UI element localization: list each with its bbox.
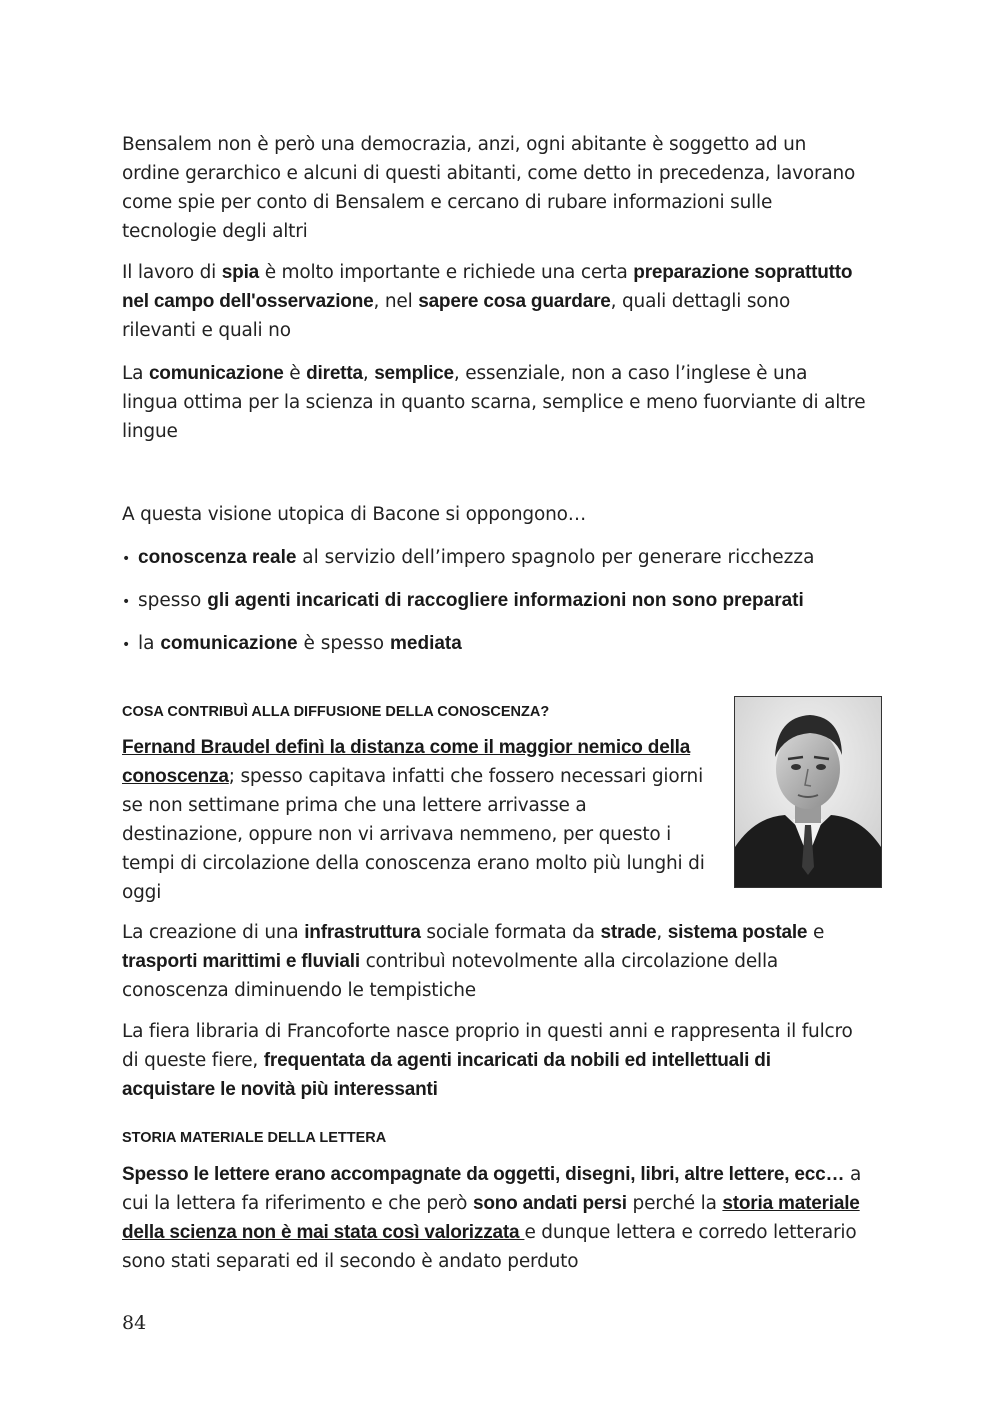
text: , quali dettagli sono rilevanti e quali no <box>122 291 791 341</box>
bold-text: sono andati persi <box>472 1193 627 1214</box>
list-item <box>122 586 804 617</box>
bold-text: spia <box>221 262 260 283</box>
bullet-icon: • <box>122 551 131 567</box>
bold-text: comunicazione <box>160 633 298 654</box>
bullet-icon: • <box>122 594 131 610</box>
bold-text: strade <box>600 922 657 943</box>
text: è <box>283 363 307 384</box>
text: , nel <box>373 291 419 312</box>
bold-text: gli agenti incaricati di raccogliere informazioni non sono preparati <box>207 590 804 611</box>
text: , <box>656 922 668 943</box>
text: La fiera libraria di Francoforte nasce proprio in questi anni e rappresenta il fulcro di queste fiere, <box>122 1021 853 1071</box>
text: contribuì notevolmente alla circolazione della conoscenza diminuendo le tempistiche <box>122 951 779 1001</box>
bold-text: mediata <box>390 633 462 654</box>
text: La <box>122 363 149 384</box>
paragraph-comunicazione <box>122 359 867 446</box>
bold-text: diretta <box>306 363 363 384</box>
text: , <box>362 363 375 384</box>
text: la <box>138 633 161 654</box>
bold-text: preparazione soprattutto nel campo dell'osservazione <box>122 262 853 312</box>
paragraph-lettere <box>122 1160 867 1276</box>
text: e dunque lettera e corredo letterario sono stati separati ed il secondo è andato perduto <box>122 1222 857 1272</box>
text: spesso <box>138 590 208 611</box>
bold-text: infrastruttura <box>304 922 421 943</box>
paragraph-infrastruttura <box>122 918 867 1005</box>
text: e <box>807 922 825 943</box>
text: a cui la lettera fa riferimento e che però <box>122 1164 862 1214</box>
text: Il lavoro di <box>122 262 222 283</box>
bold-text: frequentata da agenti incaricati da nobili ed intellettuali di acquistare le novità più interessanti <box>122 1050 771 1100</box>
text: La creazione di una <box>122 922 305 943</box>
paragraph-bensalem: Bensalem non è però una democrazia, anzi, ogni abitante è soggetto ad un ordine gerarchico e alcuni di questi abitanti, come detto in precedenza, lavorano come spie per conto di Bensalem e cercano di rubare informazioni sulle tecnologie degli altri <box>122 134 856 242</box>
portrait-photo <box>734 696 882 888</box>
text: è spesso <box>297 633 390 654</box>
list-item <box>122 543 814 574</box>
text: perché la <box>626 1193 723 1214</box>
bold-text: Spesso le lettere erano accompagnate da oggetti, disegni, libri, altre lettere, ecc… <box>122 1164 845 1185</box>
text: , essenziale, non a caso l’inglese è una lingua ottima per la scienza in quanto scarna, semplice e meno fuorviante di altre lingue <box>122 363 866 442</box>
bold-text: conoscenza reale <box>138 547 297 568</box>
section-heading-storia-materiale: STORIA MATERIALE DELLA LETTERA <box>122 1130 387 1146</box>
portrait-image <box>735 697 881 887</box>
bold-underlined-text: storia materiale della scienza non è mai stata così valorizzata <box>122 1193 860 1243</box>
paragraph-fiera-francoforte <box>122 1017 867 1104</box>
text: al servizio dell’impero spagnolo per generare ricchezza <box>296 547 815 568</box>
bold-text: sistema postale <box>667 922 808 943</box>
text: è molto importante e richiede una certa <box>259 262 634 283</box>
list-item <box>122 629 462 660</box>
text: ; spesso capitava infatti che fossero necessari giorni se non settimane prima che una lettere arrivasse a destinazione, oppure non vi arrivava nemmeno, per questo i tempi di circolazione della conoscenza erano molto più lunghi di oggi <box>122 766 705 903</box>
bold-text: sapere cosa guardare <box>418 291 611 312</box>
page-number: 84 <box>122 1312 147 1334</box>
paragraph-visione-utopica: A questa visione utopica di Bacone si oppongono… <box>122 504 587 525</box>
bold-underlined-text: Fernand Braudel definì la distanza come il maggior nemico della conoscenza <box>122 737 691 787</box>
paragraph-spia <box>122 258 867 345</box>
section-heading-diffusione: COSA CONTRIBUÌ ALLA DIFFUSIONE DELLA CONOSCENZA? <box>122 704 550 720</box>
text: sociale formata da <box>420 922 601 943</box>
paragraph-braudel <box>122 733 707 907</box>
bold-text: trasporti marittimi e fluviali <box>122 951 360 972</box>
bold-text: semplice <box>374 363 454 384</box>
bold-text: comunicazione <box>148 363 284 384</box>
bullet-icon: • <box>122 637 131 653</box>
